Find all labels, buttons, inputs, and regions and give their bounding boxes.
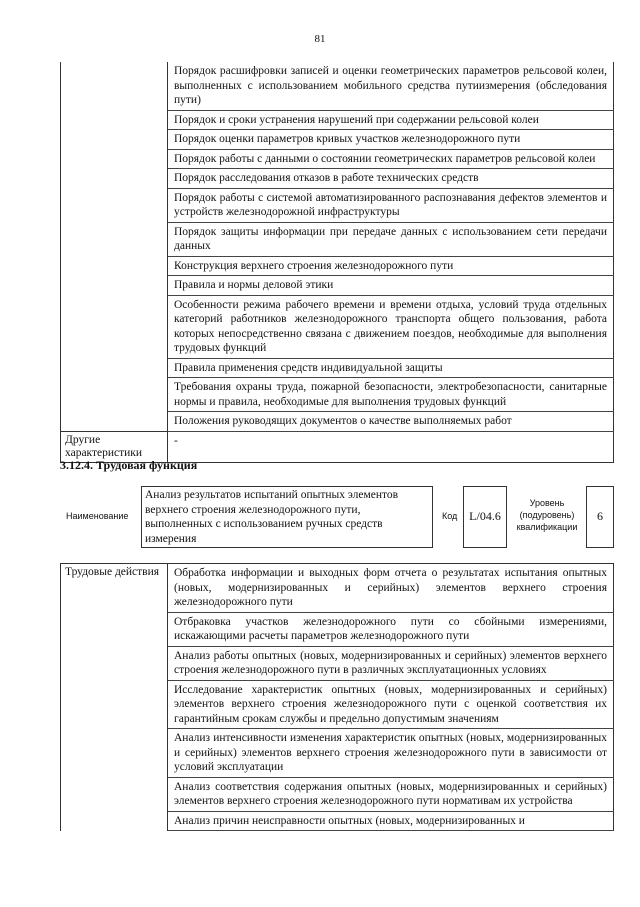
knowledge-item: Особенности режима рабочего времени и времени отдыха, условий труда отдельных категорий работников железнодорожного транспорта общего пользования, работа которых непосредственно связана с движением поездов, необходимые для выполнения трудовых функций — [168, 295, 614, 358]
knowledge-row — [61, 358, 614, 378]
knowledge-row — [61, 378, 614, 412]
knowledge-row — [61, 110, 614, 130]
knowledge-label-cell — [61, 378, 168, 412]
knowledge-row — [61, 276, 614, 296]
knowledge-item: Порядок расследования отказов в работе технических средств — [168, 169, 614, 189]
knowledge-item: Порядок защиты информации при передаче данных с использованием сети передачи данных — [168, 222, 614, 256]
knowledge-item: Требования охраны труда, пожарной безопасности, электробезопасности, санитарные нормы и правила, необходимые для выполнения трудовых функций — [168, 378, 614, 412]
knowledge-row — [61, 222, 614, 256]
knowledge-item: Конструкция верхнего строения железнодорожного пути — [168, 256, 614, 276]
knowledge-item: Правила и нормы деловой этики — [168, 276, 614, 296]
knowledge-item: Порядок и сроки устранения нарушений при содержании рельсовой колеи — [168, 110, 614, 130]
labor-action-row — [61, 564, 614, 613]
knowledge-label-cell — [61, 130, 168, 150]
knowledge-item: Правила применения средств индивидуальной защиты — [168, 358, 614, 378]
required-knowledge-table — [60, 62, 614, 463]
knowledge-label-cell — [61, 358, 168, 378]
knowledge-item: Порядок работы с системой автоматизированного распознавания дефектов элементов и устройств железнодорожной инфраструктуры — [168, 188, 614, 222]
knowledge-label-cell — [61, 110, 168, 130]
knowledge-label-cell — [61, 256, 168, 276]
labor-action-item: Отбраковка участков железнодорожного пути со сбойными измерениями, искажающими расчеты параметров железнодорожного пути — [168, 612, 614, 646]
labor-action-item: Анализ причин неисправности опытных (новых, модернизированных и — [168, 811, 614, 831]
qualification-level-label: Уровень (подуровень) квалификации — [516, 498, 578, 532]
labor-action-item: Анализ соответствия содержания опытных (новых, модернизированных и серийных) элементов верхнего строения железнодорожного пути нормативам их устройства — [168, 777, 614, 811]
knowledge-row — [61, 149, 614, 169]
other-characteristics-label: Другие характеристики — [61, 431, 168, 462]
labor-action-item: Исследование характеристик опытных (новых, модернизированных и серийных) элементов верхнего строения железнодорожного пути с оценкой соответствия их гарантийным срокам службы и предельно допустимым значениям — [168, 680, 614, 729]
knowledge-row — [61, 130, 614, 150]
section-heading: 3.12.4. Трудовая функция — [60, 458, 198, 472]
labor-action-item: Обработка информации и выходных форм отчета о результатах испытания опытных (новых, модернизированных и серийных) элементов верхнего строения железнодорожного пути — [168, 564, 614, 613]
name-label: Наименование — [66, 511, 129, 521]
knowledge-label-cell — [61, 295, 168, 358]
labor-function-header — [60, 483, 620, 551]
knowledge-row — [61, 62, 614, 110]
knowledge-item: Положения руководящих документов о качестве выполняемых работ — [168, 412, 614, 432]
other-characteristics-value: - — [168, 431, 614, 462]
knowledge-row — [61, 412, 614, 432]
knowledge-row — [61, 295, 614, 358]
knowledge-row — [61, 256, 614, 276]
labor-actions-table — [60, 563, 614, 831]
knowledge-row — [61, 169, 614, 189]
knowledge-row — [61, 188, 614, 222]
knowledge-label-cell — [61, 222, 168, 256]
knowledge-item: Порядок работы с данными о состоянии геометрических параметров рельсовой колеи — [168, 149, 614, 169]
knowledge-label-cell — [61, 149, 168, 169]
knowledge-item: Порядок оценки параметров кривых участков железнодорожного пути — [168, 130, 614, 150]
labor-action-item: Анализ интенсивности изменения характеристик опытных (новых, модернизированных и серийных) элементов верхнего строения железнодорожного пути в зависимости от условий эксплуатации — [168, 729, 614, 778]
knowledge-label-cell — [61, 188, 168, 222]
knowledge-label-cell — [61, 62, 168, 110]
knowledge-label-cell — [61, 412, 168, 432]
knowledge-label-cell — [61, 169, 168, 189]
code-label: Код — [442, 511, 458, 521]
knowledge-item: Порядок расшифровки записей и оценки геометрических параметров рельсовой колеи, выполненных с использованием мобильного средства путиизмерения (обследования пути) — [168, 62, 614, 110]
labor-actions-label: Трудовые действия — [61, 564, 168, 831]
function-name-value: Анализ результатов испытаний опытных элементов верхнего строения железнодорожного пути, выполненных с использованием ручных средств измерения — [141, 486, 433, 548]
function-code-value: L/04.6 — [463, 486, 507, 548]
knowledge-label-cell — [61, 276, 168, 296]
page-number: 81 — [314, 33, 326, 45]
labor-action-item: Анализ работы опытных (новых, модернизированных и серийных) элементов верхнего строения железнодорожного пути в различных эксплуатационных условиях — [168, 646, 614, 680]
qualification-level-value: 6 — [586, 486, 614, 548]
